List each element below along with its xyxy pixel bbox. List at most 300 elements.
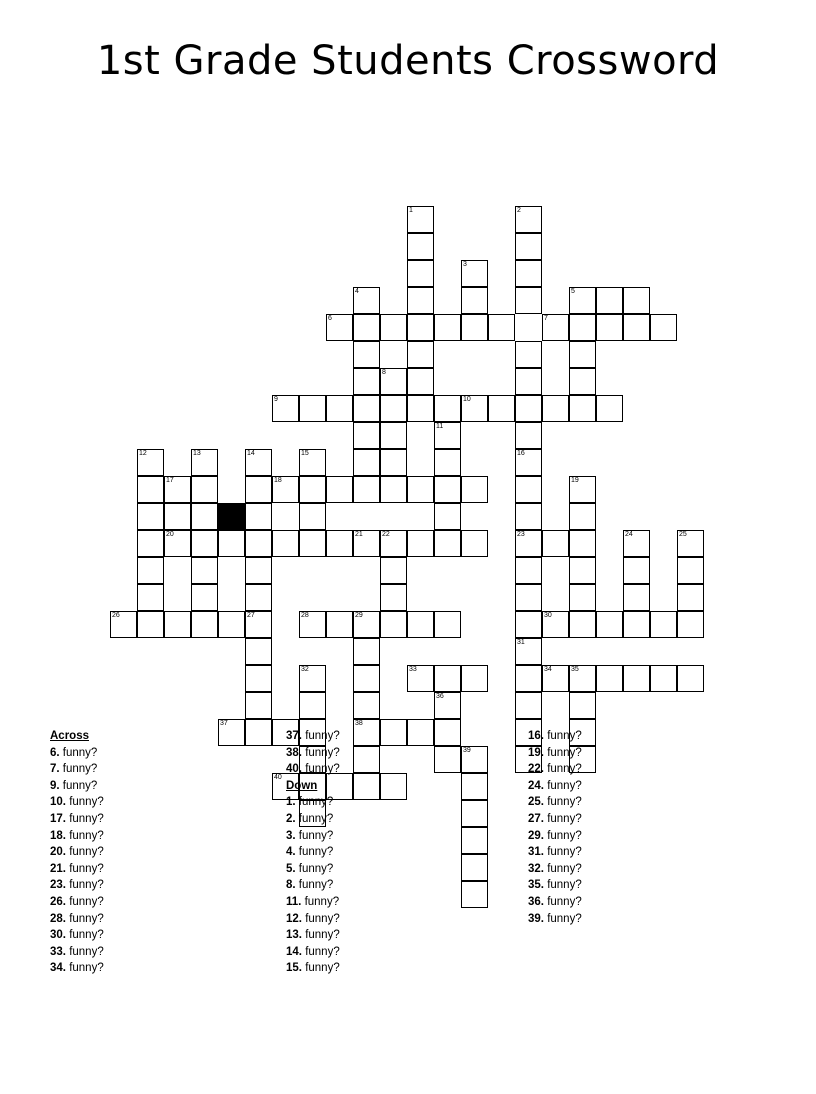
- crossword-cell[interactable]: [515, 233, 542, 260]
- crossword-cell[interactable]: [164, 503, 191, 530]
- crossword-cell[interactable]: [569, 314, 596, 341]
- crossword-cell[interactable]: [191, 449, 218, 476]
- clue-number: 6.: [50, 746, 63, 759]
- clue-text: funny?: [298, 862, 334, 875]
- clue-number: 32.: [528, 862, 548, 875]
- clue-text: funny?: [69, 879, 104, 892]
- clue-item: [528, 811, 748, 828]
- cell-number: 32: [301, 666, 309, 673]
- crossword-cell[interactable]: [353, 449, 380, 476]
- crossword-cell[interactable]: [569, 476, 596, 503]
- cell-number: 30: [544, 612, 552, 619]
- clue-number: 34.: [50, 962, 70, 975]
- crossword-cell[interactable]: [434, 665, 461, 692]
- clue-item: [528, 761, 748, 778]
- crossword-cell[interactable]: [461, 287, 488, 314]
- cell-number: 39: [463, 747, 471, 754]
- crossword-cell[interactable]: [515, 341, 542, 368]
- crossword-cell[interactable]: [137, 584, 164, 611]
- crossword-cell[interactable]: [542, 611, 569, 638]
- crossword-cell[interactable]: [623, 314, 650, 341]
- clue-text: funny?: [62, 746, 98, 759]
- clue-text: funny?: [547, 796, 582, 809]
- clue-text: funny?: [62, 763, 98, 776]
- clue-text: funny?: [547, 763, 582, 776]
- crossword-cell[interactable]: [434, 395, 461, 422]
- clue-item: [286, 844, 506, 861]
- clue-text: funny?: [305, 912, 340, 925]
- crossword-cell[interactable]: [245, 449, 272, 476]
- crossword-cell[interactable]: [569, 611, 596, 638]
- clue-text: funny?: [69, 812, 104, 825]
- clue-text: funny?: [298, 812, 334, 825]
- crossword-cell[interactable]: [353, 287, 380, 314]
- crossword-cell[interactable]: [407, 206, 434, 233]
- cell-number: 40: [274, 774, 282, 781]
- clue-item: [50, 894, 270, 911]
- cell-number: 18: [274, 477, 282, 484]
- clues-column-1: [50, 728, 270, 977]
- clue-item: [50, 811, 270, 828]
- crossword-cell[interactable]: [380, 395, 407, 422]
- clue-item: [50, 927, 270, 944]
- cell-number: 22: [382, 531, 390, 538]
- crossword-cell[interactable]: [515, 557, 542, 584]
- crossword-cell[interactable]: [515, 422, 542, 449]
- crossword-block: [218, 503, 245, 530]
- clue-item: [50, 828, 270, 845]
- crossword-cell[interactable]: [245, 503, 272, 530]
- cell-number: 2: [517, 207, 521, 214]
- crossword-cell[interactable]: [650, 314, 677, 341]
- clue-text: funny?: [547, 912, 582, 925]
- crossword-cell[interactable]: [596, 287, 623, 314]
- clue-item: [528, 861, 748, 878]
- crossword-cell[interactable]: [569, 692, 596, 719]
- crossword-cell[interactable]: [380, 449, 407, 476]
- crossword-cell[interactable]: [191, 476, 218, 503]
- crossword-cell[interactable]: [515, 503, 542, 530]
- cell-number: 33: [409, 666, 417, 673]
- clue-number: 33.: [50, 945, 70, 958]
- crossword-cell[interactable]: [542, 665, 569, 692]
- crossword-cell[interactable]: [380, 611, 407, 638]
- crossword-cell[interactable]: [407, 395, 434, 422]
- crossword-cell[interactable]: [650, 611, 677, 638]
- cell-number: 20: [166, 531, 174, 538]
- cell-number: 19: [571, 477, 579, 484]
- crossword-cell[interactable]: [461, 260, 488, 287]
- crossword-cell[interactable]: [191, 557, 218, 584]
- cell-number: 35: [571, 666, 579, 673]
- crossword-cell[interactable]: [407, 611, 434, 638]
- crossword-cell[interactable]: [137, 449, 164, 476]
- clues-heading: Down: [286, 779, 318, 792]
- clue-item: [528, 828, 748, 845]
- crossword-cell[interactable]: [380, 584, 407, 611]
- crossword-cell[interactable]: [434, 314, 461, 341]
- clue-item: [50, 944, 270, 961]
- crossword-cell[interactable]: [515, 206, 542, 233]
- clue-item: [286, 794, 506, 811]
- crossword-cell[interactable]: [407, 665, 434, 692]
- crossword-cell[interactable]: [326, 395, 353, 422]
- crossword-cell[interactable]: [623, 557, 650, 584]
- crossword-cell[interactable]: [164, 611, 191, 638]
- crossword-cell[interactable]: [407, 341, 434, 368]
- clue-text: funny?: [69, 945, 104, 958]
- crossword-cell[interactable]: [245, 692, 272, 719]
- crossword-cell[interactable]: [461, 395, 488, 422]
- clue-item: [286, 927, 506, 944]
- crossword-cell[interactable]: [353, 530, 380, 557]
- crossword-cell[interactable]: [299, 503, 326, 530]
- crossword-cell[interactable]: [407, 530, 434, 557]
- crossword-cell[interactable]: [677, 530, 704, 557]
- clue-item: [50, 761, 270, 778]
- crossword-cell[interactable]: [326, 530, 353, 557]
- crossword-cell[interactable]: [407, 287, 434, 314]
- clue-number: 40.: [286, 763, 306, 776]
- clue-item: [528, 911, 748, 928]
- crossword-cell[interactable]: [434, 422, 461, 449]
- clue-number: 19.: [528, 746, 548, 759]
- clue-number: 38.: [286, 746, 306, 759]
- crossword-cell[interactable]: [515, 287, 542, 314]
- clue-text: funny?: [298, 796, 334, 809]
- crossword-cell[interactable]: [272, 530, 299, 557]
- clue-text: funny?: [547, 846, 582, 859]
- clue-number: 17.: [50, 812, 70, 825]
- crossword-cell[interactable]: [461, 476, 488, 503]
- clue-item: [50, 861, 270, 878]
- crossword-cell[interactable]: [569, 341, 596, 368]
- cell-number: 34: [544, 666, 552, 673]
- crossword-cell[interactable]: [407, 260, 434, 287]
- cell-number: 36: [436, 693, 444, 700]
- clue-item: [286, 761, 506, 778]
- crossword-cell[interactable]: [353, 476, 380, 503]
- crossword-cell[interactable]: [677, 584, 704, 611]
- crossword-cell[interactable]: [272, 476, 299, 503]
- crossword-cell[interactable]: [515, 530, 542, 557]
- clue-text: funny?: [547, 879, 582, 892]
- crossword-cell[interactable]: [515, 692, 542, 719]
- crossword-cell[interactable]: [380, 314, 407, 341]
- clue-item: [528, 745, 748, 762]
- crossword-cell[interactable]: [353, 665, 380, 692]
- crossword-cell[interactable]: [569, 368, 596, 395]
- clue-number: 30.: [50, 929, 70, 942]
- crossword-cell[interactable]: [623, 665, 650, 692]
- crossword-cell[interactable]: [299, 395, 326, 422]
- clue-item: [528, 877, 748, 894]
- crossword-cell[interactable]: [326, 611, 353, 638]
- crossword-cell[interactable]: [569, 584, 596, 611]
- crossword-cell[interactable]: [353, 368, 380, 395]
- crossword-cell[interactable]: [488, 314, 515, 341]
- cell-number: 21: [355, 531, 363, 538]
- crossword-cell[interactable]: [515, 449, 542, 476]
- clue-text: funny?: [298, 846, 334, 859]
- crossword-cell[interactable]: [164, 530, 191, 557]
- crossword-cell[interactable]: [137, 557, 164, 584]
- clue-text: funny?: [69, 829, 104, 842]
- crossword-cell[interactable]: [137, 503, 164, 530]
- clues-column-3: [528, 728, 748, 927]
- clue-number: 20.: [50, 846, 70, 859]
- crossword-cell[interactable]: [623, 530, 650, 557]
- clue-text: funny?: [305, 730, 340, 742]
- crossword-cell[interactable]: [245, 584, 272, 611]
- crossword-cell[interactable]: [299, 665, 326, 692]
- crossword-cell[interactable]: [569, 557, 596, 584]
- clue-text: funny?: [305, 945, 340, 958]
- cell-number: 6: [328, 315, 332, 322]
- clue-number: 5.: [286, 862, 299, 875]
- cell-number: 15: [301, 450, 309, 457]
- crossword-cell[interactable]: [677, 665, 704, 692]
- clue-text: funny?: [298, 879, 334, 892]
- clue-text: funny?: [69, 895, 104, 908]
- clue-number: 11.: [286, 895, 305, 908]
- crossword-cell[interactable]: [245, 665, 272, 692]
- crossword-cell[interactable]: [380, 476, 407, 503]
- clue-number: 36.: [528, 895, 548, 908]
- clue-text: funny?: [547, 829, 582, 842]
- clue-number: 39.: [528, 912, 548, 925]
- clue-number: 7.: [50, 763, 63, 776]
- clue-number: 37.: [286, 730, 306, 742]
- cell-number: 24: [625, 531, 633, 538]
- crossword-cell[interactable]: [110, 611, 137, 638]
- crossword-cell[interactable]: [515, 665, 542, 692]
- clue-item: [50, 960, 270, 977]
- clue-number: 13.: [286, 929, 306, 942]
- crossword-cell[interactable]: [353, 611, 380, 638]
- clue-item: [286, 877, 506, 894]
- cell-number: 17: [166, 477, 174, 484]
- crossword-cell[interactable]: [218, 611, 245, 638]
- clue-text: funny?: [62, 779, 98, 792]
- clues-column-2: [286, 728, 506, 977]
- crossword-cell[interactable]: [650, 665, 677, 692]
- clue-item: [286, 944, 506, 961]
- crossword-cell[interactable]: [137, 476, 164, 503]
- crossword-cell[interactable]: [434, 476, 461, 503]
- crossword-cell[interactable]: [191, 503, 218, 530]
- clue-number: 10.: [50, 796, 70, 809]
- clue-text: funny?: [298, 829, 334, 842]
- crossword-cell[interactable]: [569, 665, 596, 692]
- cell-number: 1: [409, 207, 413, 214]
- clue-number: 4.: [286, 846, 299, 859]
- cell-number: 7: [544, 315, 548, 322]
- clue-number: 21.: [50, 862, 70, 875]
- crossword-cell[interactable]: [542, 314, 569, 341]
- clue-text: funny?: [69, 962, 104, 975]
- crossword-cell[interactable]: [515, 260, 542, 287]
- crossword-cell[interactable]: [326, 476, 353, 503]
- clue-item: [528, 844, 748, 861]
- clue-text: funny?: [547, 862, 582, 875]
- crossword-cell[interactable]: [569, 503, 596, 530]
- crossword-cell[interactable]: [353, 314, 380, 341]
- crossword-cell[interactable]: [623, 287, 650, 314]
- crossword-cell[interactable]: [326, 314, 353, 341]
- clue-number: 31.: [528, 846, 548, 859]
- clue-text: funny?: [547, 812, 582, 825]
- clue-text: funny?: [69, 846, 104, 859]
- crossword-cell[interactable]: [245, 638, 272, 665]
- crossword-cell[interactable]: [353, 692, 380, 719]
- clue-number: 22.: [528, 763, 548, 776]
- crossword-cell[interactable]: [353, 422, 380, 449]
- clue-number: 9.: [50, 779, 63, 792]
- crossword-cell[interactable]: [488, 395, 515, 422]
- clue-text: funny?: [304, 895, 340, 908]
- crossword-cell[interactable]: [353, 341, 380, 368]
- clue-number: 29.: [528, 829, 548, 842]
- clue-number: 25.: [528, 796, 548, 809]
- clue-item: [528, 794, 748, 811]
- cell-number: 37: [220, 720, 228, 727]
- clue-text: funny?: [547, 895, 582, 908]
- crossword-cell[interactable]: [434, 611, 461, 638]
- crossword-cell[interactable]: [191, 530, 218, 557]
- crossword-cell[interactable]: [245, 530, 272, 557]
- crossword-cell[interactable]: [407, 368, 434, 395]
- crossword-cell[interactable]: [515, 611, 542, 638]
- clue-item: [286, 894, 506, 911]
- clue-text: funny?: [547, 746, 582, 759]
- cell-number: 9: [274, 396, 278, 403]
- crossword-cell[interactable]: [218, 530, 245, 557]
- cell-number: 11: [436, 423, 444, 430]
- crossword-cell[interactable]: [272, 395, 299, 422]
- crossword-cell[interactable]: [542, 395, 569, 422]
- clues-section: [0, 728, 816, 1028]
- crossword-cell[interactable]: [596, 665, 623, 692]
- crossword-cell[interactable]: [137, 611, 164, 638]
- clue-number: 18.: [50, 829, 70, 842]
- cell-number: 38: [355, 720, 363, 727]
- clue-number: 3.: [286, 829, 299, 842]
- crossword-cell[interactable]: [515, 584, 542, 611]
- crossword-cell[interactable]: [569, 395, 596, 422]
- clue-text: funny?: [305, 746, 340, 759]
- crossword-cell[interactable]: [677, 557, 704, 584]
- cell-number: 4: [355, 288, 359, 295]
- crossword-cell[interactable]: [434, 692, 461, 719]
- crossword-cell[interactable]: [596, 611, 623, 638]
- crossword-cell[interactable]: [515, 476, 542, 503]
- crossword-cell[interactable]: [434, 503, 461, 530]
- crossword-cell[interactable]: [569, 287, 596, 314]
- clue-item: [286, 728, 506, 745]
- clue-item: [50, 794, 270, 811]
- crossword-cell[interactable]: [299, 476, 326, 503]
- clue-item: [50, 911, 270, 928]
- clue-item: [50, 877, 270, 894]
- crossword-cell[interactable]: [353, 395, 380, 422]
- crossword-cell[interactable]: [434, 449, 461, 476]
- crossword-cell[interactable]: [515, 638, 542, 665]
- clue-item: [286, 861, 506, 878]
- crossword-cell[interactable]: [353, 638, 380, 665]
- clue-text: funny?: [69, 929, 104, 942]
- clue-text: funny?: [69, 912, 104, 925]
- crossword-cell[interactable]: [164, 476, 191, 503]
- crossword-cell[interactable]: [380, 368, 407, 395]
- clue-item: [528, 894, 748, 911]
- cell-number: 31: [517, 639, 525, 646]
- crossword-cell[interactable]: [137, 530, 164, 557]
- clue-item: [286, 811, 506, 828]
- cell-number: 3: [463, 261, 467, 268]
- crossword-cell[interactable]: [542, 530, 569, 557]
- crossword-cell[interactable]: [299, 611, 326, 638]
- clue-number: 8.: [286, 879, 299, 892]
- crossword-cell[interactable]: [380, 530, 407, 557]
- cell-number: 23: [517, 531, 525, 538]
- clue-number: 2.: [286, 812, 299, 825]
- crossword-cell[interactable]: [623, 611, 650, 638]
- crossword-cell[interactable]: [461, 530, 488, 557]
- cell-number: 25: [679, 531, 687, 538]
- crossword-cell[interactable]: [677, 611, 704, 638]
- clue-item: [286, 745, 506, 762]
- crossword-cell[interactable]: [407, 314, 434, 341]
- clues-heading: Across: [50, 730, 89, 742]
- clue-number: 15.: [286, 962, 306, 975]
- crossword-cell[interactable]: [245, 557, 272, 584]
- crossword-cell[interactable]: [461, 314, 488, 341]
- crossword-cell[interactable]: [299, 530, 326, 557]
- crossword-cell[interactable]: [515, 368, 542, 395]
- crossword-cell[interactable]: [596, 314, 623, 341]
- clue-item: [286, 960, 506, 977]
- clue-item: [50, 844, 270, 861]
- cell-number: 28: [301, 612, 309, 619]
- crossword-cell[interactable]: [515, 395, 542, 422]
- clue-number: 14.: [286, 945, 306, 958]
- crossword-cell[interactable]: [434, 530, 461, 557]
- crossword-cell[interactable]: [596, 395, 623, 422]
- clue-item: [286, 911, 506, 928]
- clue-number: 23.: [50, 879, 70, 892]
- clue-text: funny?: [547, 779, 582, 792]
- cell-number: 13: [193, 450, 201, 457]
- crossword-cell[interactable]: [299, 449, 326, 476]
- crossword-cell[interactable]: [407, 233, 434, 260]
- crossword-cell[interactable]: [569, 530, 596, 557]
- crossword-cell[interactable]: [623, 584, 650, 611]
- crossword-cell[interactable]: [299, 692, 326, 719]
- crossword-cell[interactable]: [245, 476, 272, 503]
- crossword-cell[interactable]: [191, 611, 218, 638]
- crossword-cell[interactable]: [245, 611, 272, 638]
- crossword-cell[interactable]: [380, 557, 407, 584]
- crossword-cell[interactable]: [461, 665, 488, 692]
- clue-text: funny?: [305, 962, 340, 975]
- crossword-cell[interactable]: [407, 476, 434, 503]
- crossword-cell[interactable]: [380, 422, 407, 449]
- clue-number: 26.: [50, 895, 70, 908]
- crossword-cell[interactable]: [191, 584, 218, 611]
- clue-number: 28.: [50, 912, 70, 925]
- clue-text: funny?: [305, 929, 340, 942]
